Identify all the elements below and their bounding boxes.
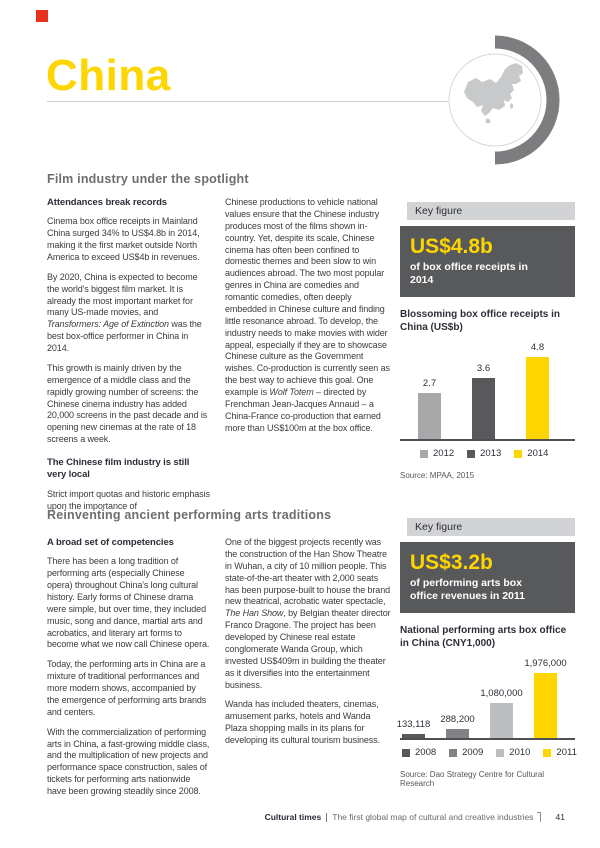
bar-column-2010 xyxy=(480,656,523,738)
chart-title: National performing arts box office in China (CNY1,000) xyxy=(400,625,567,650)
legend-item-2013 xyxy=(467,448,501,459)
paragraph: With the commercialization of performing arts in China, a fast-growing middle class, and the multiplication of new projects and performance space construction, sales of tickets for performing arts nationwide have been growing steadily since 2008. xyxy=(47,726,210,797)
bar-2009 xyxy=(446,729,469,739)
text: – directed by Frenchman Jean-Jacques Annaud – a China-France co-production that earned more than US$100m at the box office. xyxy=(225,387,381,433)
section1-column2 xyxy=(225,197,393,443)
section2-heading: Reinventing ancient performing arts traditions xyxy=(47,508,332,522)
paragraph xyxy=(47,272,210,355)
bar-column-2013 xyxy=(472,340,495,439)
footer-subtitle: The first global map of cultural and creative industries xyxy=(332,812,534,822)
legend-year-label: 2009 xyxy=(462,747,484,759)
legend-item-2014 xyxy=(514,448,548,459)
chart-legend xyxy=(400,747,575,758)
paragraph: Today, the performing arts in China are a mixture of traditional performances and more modern shows, accompanied by the emergence of performing arts brands and centers. xyxy=(47,659,207,717)
bar-value-label: 288,200 xyxy=(440,713,475,725)
text: Chinese productions to vehicle national values ensure that the Chinese industry produces most of the films shown in-country. Yet, despite its scale, Chinese cinema has often been confined to domestic themes and been slow to win audiences abroad. The two most popular genres in China are comedies and romantic comedies, often deeply embedded in Chinese culture and finding little resonance abroad. To develop, the industry needs to make movies with wider appeal, especially if they are to showcase Chinese culture as the Government wishes. Co-production is currently seen as the best way to achieve this goal. One example is xyxy=(225,197,390,397)
title-rule xyxy=(47,101,471,102)
subheading: A broad set of competencies xyxy=(47,537,174,548)
text: was the best box-office performer in China in 2014. xyxy=(47,319,202,354)
legend-year-label: 2013 xyxy=(480,448,502,460)
legend-swatch xyxy=(496,749,504,757)
paragraph: There has been a long tradition of performing arts (especially Chinese opera) throughout China's long cultural history. Early forms of Chinese drama were simple, but over time, they included music, song and dance, martial arts and acrobatics, and literary art forms to become what we now call Chinese opera. xyxy=(47,556,210,650)
bar-value-label: 3.6 xyxy=(476,362,491,374)
chart-source: Source: MPAA, 2015 xyxy=(400,471,475,481)
section2-column2 xyxy=(225,537,393,755)
legend-swatch xyxy=(543,749,551,757)
paragraph: This growth is mainly driven by the emergence of a middle class and the rapidly growing number of screens: the Chinese cinema industry has added 20,000 screens in the past decade and is opening new cinemas at the rate of 18 screens a week. xyxy=(47,362,208,445)
page-footer xyxy=(265,812,565,822)
page-number: 41 xyxy=(555,812,565,822)
chart-source: Source: Dao Strategy Centre for Cultural Research xyxy=(400,770,545,789)
section1-heading: Film industry under the spotlight xyxy=(47,172,249,186)
legend-swatch xyxy=(420,450,428,458)
italic-text: Wolf Totem xyxy=(269,387,314,397)
legend-year-label: 2011 xyxy=(556,747,577,759)
legend-item-2011 xyxy=(543,747,576,758)
bar-2013 xyxy=(472,378,495,440)
chart-bars xyxy=(400,340,575,441)
subheading: Attendances break records xyxy=(47,197,167,208)
legend-item-2008 xyxy=(402,747,436,758)
legend-item-2012 xyxy=(420,448,454,459)
legend-year-label: 2008 xyxy=(415,747,437,759)
chart-title: Blossoming box office receipts in China (US$b) xyxy=(400,309,561,334)
bar-value-label: 2.7 xyxy=(422,378,437,390)
section2-sidebar xyxy=(396,518,577,789)
paragraph: Wanda has included theaters, cinemas, amusement parks, hotels and Wanda Plaza shopping malls in its plans for developing its cultural tourism business. xyxy=(225,699,380,745)
legend-item-2009 xyxy=(449,747,483,758)
legend-swatch xyxy=(467,450,475,458)
legend-swatch xyxy=(514,450,522,458)
bar-column-2012 xyxy=(418,340,441,439)
legend-year-label: 2012 xyxy=(433,448,455,460)
paragraph xyxy=(225,537,393,691)
bar-2008 xyxy=(402,734,425,738)
key-figure-caption: of box office receipts in 2014 xyxy=(410,261,528,287)
text: , by Belgian theater director Franco Dragone. The project has been developed by Chinese real estate conglomerate Wanda Group, which invested US$409m in building the theater as it diversifies into the entertainment business. xyxy=(225,608,391,690)
key-figure-box xyxy=(400,226,575,297)
section1-sidebar xyxy=(400,202,575,480)
legend-swatch xyxy=(402,749,410,757)
hainan-island xyxy=(486,119,491,124)
bar-2012 xyxy=(418,393,441,439)
legend-year-label: 2010 xyxy=(509,747,531,759)
bar-2010 xyxy=(490,703,513,739)
key-figure-value: US$3.2b xyxy=(410,551,493,574)
bar-2011 xyxy=(534,673,557,738)
bar-value-label: 133,118 xyxy=(396,718,431,730)
section1-column1 xyxy=(47,197,210,521)
box-office-chart xyxy=(400,340,575,459)
footer-brand: Cultural times xyxy=(264,812,322,822)
corner-marker xyxy=(36,10,48,22)
key-figure-caption: of performing arts box office revenues in 2011 xyxy=(410,577,525,603)
paragraph: Cinema box office receipts in Mainland China surged 34% to US$4.8b in 2014, making it the first market outside North America to exceed US$4b in revenues. xyxy=(47,216,200,262)
paragraph: Strict import quotas and historic emphasis upon the importance of xyxy=(47,488,210,511)
legend-item-2010 xyxy=(496,747,530,758)
text: By 2020, China is expected to become the world's biggest film market. It is already the most important market for many US-made movies, and xyxy=(47,271,198,318)
china-map-medallion xyxy=(438,32,574,168)
bar-2014 xyxy=(526,357,549,439)
bar-value-label: 4.8 xyxy=(530,342,545,354)
key-figure-value: US$4.8b xyxy=(410,235,493,258)
key-figure-box xyxy=(400,542,575,613)
subheading: The Chinese film industry is still very local xyxy=(47,457,190,481)
footer-bracket xyxy=(537,812,541,822)
italic-text: Transformers: Age of Extinction xyxy=(47,319,169,330)
text: One of the biggest projects recently was the construction of the Han Show Theatre in Wuhan, a city of 10 million people. This state-of-the-art theater with 2,000 seats has been purpose-built to house the brand new theatrical, acrobatic water spectacle, xyxy=(225,537,391,607)
bar-column-2009 xyxy=(440,656,475,738)
footer-divider xyxy=(326,813,327,822)
bar-column-2014 xyxy=(526,340,549,439)
key-figure-label: Key figure xyxy=(407,202,575,220)
bar-column-2008 xyxy=(396,656,431,738)
chart-bars xyxy=(396,656,575,740)
paragraph xyxy=(225,197,393,435)
italic-text: The Han Show xyxy=(225,608,284,619)
bar-column-2011 xyxy=(524,656,567,738)
performing-arts-chart xyxy=(396,656,577,759)
taiwan-island xyxy=(510,103,513,108)
key-figure-label: Key figure xyxy=(407,518,575,536)
legend-year-label: 2014 xyxy=(527,448,549,460)
bar-value-label: 1,080,000 xyxy=(480,687,523,699)
section2-column1 xyxy=(47,537,210,806)
chart-legend xyxy=(400,448,575,459)
page-title: China xyxy=(46,51,171,100)
legend-swatch xyxy=(449,749,457,757)
bar-value-label: 1,976,000 xyxy=(524,658,567,670)
